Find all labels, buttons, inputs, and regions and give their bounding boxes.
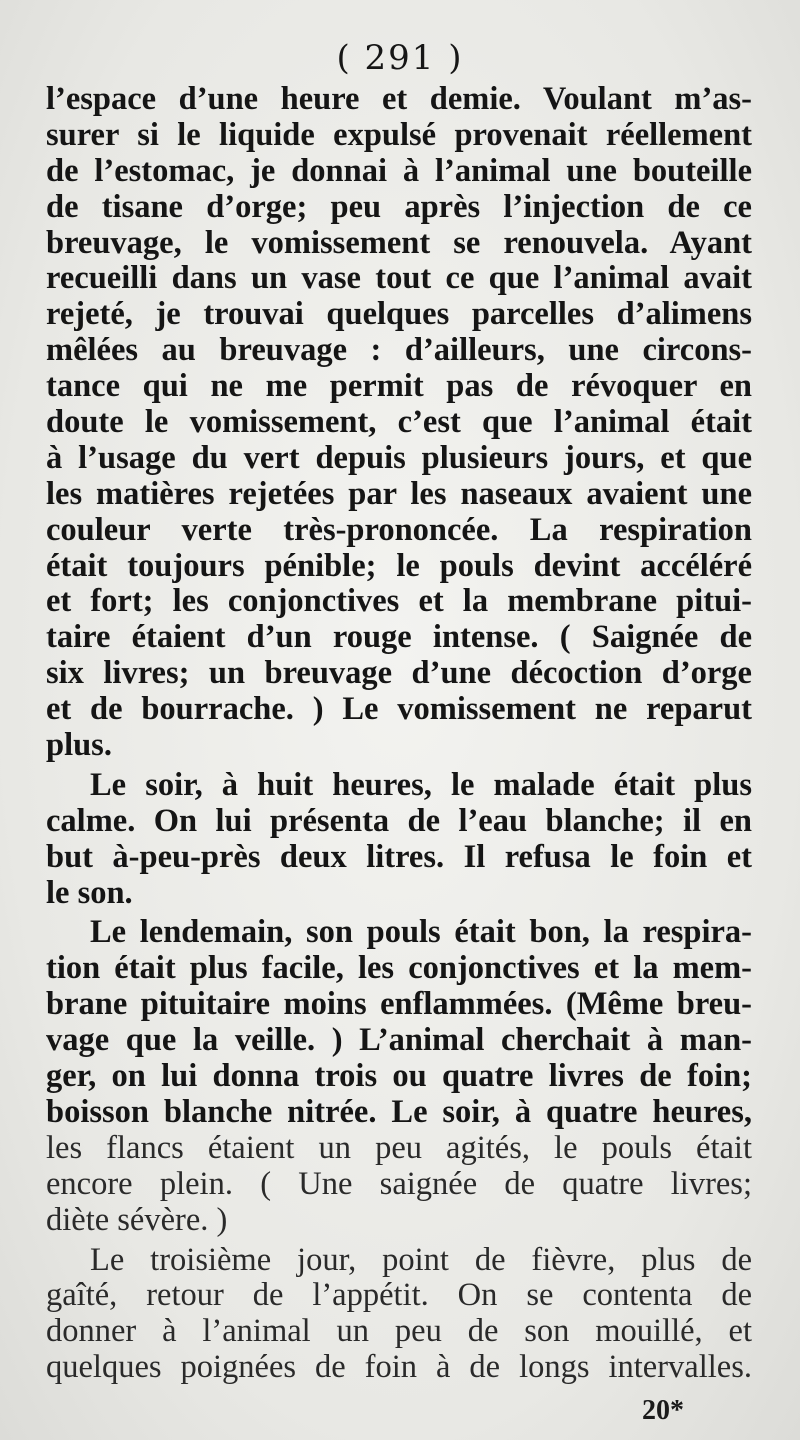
text-line: Le soir, à huit heures, le malade était plus (90, 766, 752, 803)
text-line: Le lendemain, son pouls était bon, la respira- (90, 914, 752, 951)
text-line: rejeté, je trouvai quelques parcelles d’alimens (46, 296, 752, 333)
text-line: les matières rejetées par les naseaux avaient une (46, 475, 752, 512)
paragraph-3-continued (46, 1131, 752, 1239)
paragraph-1 (46, 82, 752, 764)
text-line: breuvage, le vomissement se renouvela. Ayant (46, 224, 752, 261)
paragraph-3 (46, 915, 752, 1130)
text-line: tion était plus facile, les conjonctives et la mem- (46, 950, 752, 987)
text-line: brane pituitaire moins enflammées. (Même breu- (46, 986, 752, 1023)
text-line: l’espace d’une heure et demie. Voulant m’as- (46, 81, 752, 117)
text-line: encore plein. ( Une saignée de quatre livres; (46, 1165, 752, 1202)
text-line: de tisane d’orge; peu après l’injection de ce (46, 188, 752, 225)
text-line: mêlées au breuvage : d’ailleurs, une circons- (46, 332, 752, 369)
text-line: Le troisième jour, point de fièvre, plus de (90, 1241, 752, 1278)
paragraph-4 (46, 1243, 752, 1387)
text-line: calme. On lui présenta de l’eau blanche; il en (46, 802, 752, 839)
text-line: quelques poignées de foin à de longs intervalles. (46, 1349, 752, 1386)
text-line: plus. (46, 727, 112, 764)
text-line: et de bourrache. ) Le vomissement ne reparut (46, 691, 752, 728)
text-line: et fort; les conjonctives et la membrane pitui- (46, 583, 752, 620)
text-line: diète sévère. ) (46, 1201, 228, 1238)
signature-mark: 20* (642, 1395, 684, 1426)
text-line: six livres; un breuvage d’une décoction d’orge (46, 655, 752, 692)
paragraph-2 (46, 768, 752, 912)
page-number: ( 291 ) (336, 38, 464, 78)
text-line: surer si le liquide expulsé provenait réellement (46, 116, 752, 153)
page-body (46, 82, 752, 1386)
text-line: les flancs étaient un peu agités, le pouls était (46, 1129, 752, 1166)
text-line: tance qui ne me permit pas de révoquer en (46, 368, 752, 405)
text-line: vage que la veille. ) L’animal cherchait à man- (46, 1022, 752, 1059)
text-line: recueilli dans un vase tout ce que l’animal avait (46, 260, 752, 297)
text-line: boisson blanche nitrée. Le soir, à quatre heures, (46, 1093, 752, 1130)
text-line: de l’estomac, je donnai à l’animal une bouteille (46, 152, 752, 189)
text-line: ger, on lui donna trois ou quatre livres de foin; (46, 1058, 752, 1095)
text-line: gaîté, retour de l’appétit. On se contenta de (46, 1277, 752, 1314)
text-line: taire étaient d’un rouge intense. ( Saignée de (46, 619, 752, 656)
text-line: couleur verte très-prononcée. La respiration (46, 511, 752, 548)
text-line: à l’usage du vert depuis plusieurs jours, et que (46, 439, 752, 476)
text-line: le son. (46, 874, 133, 911)
text-line: but à-peu-près deux litres. Il refusa le foin et (46, 838, 752, 875)
text-line: doute le vomissement, c’est que l’animal était (46, 404, 752, 441)
text-line: donner à l’animal un peu de son mouillé, et (46, 1313, 752, 1350)
text-line: était toujours pénible; le pouls devint accéléré (46, 547, 752, 584)
